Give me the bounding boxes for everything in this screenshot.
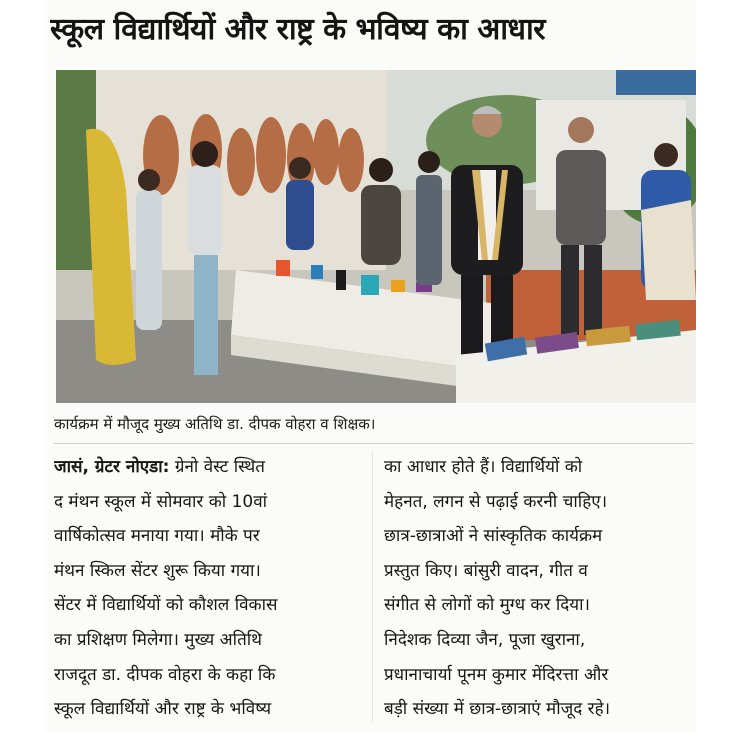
body-line: निदेशक दिव्या जैन, पूजा खुराना, xyxy=(384,629,586,650)
dateline: जासं, ग्रेटर नोएडा: xyxy=(54,457,170,477)
body-line: छात्र-छात्राओं ने सांस्कृतिक कार्यक्रम xyxy=(384,526,603,547)
article-column-right xyxy=(384,450,696,727)
caption-divider xyxy=(54,443,694,444)
article-column-left xyxy=(54,450,364,727)
column-divider xyxy=(372,452,373,722)
body-line: वार्षिकोत्सव मनाया गया। मौके पर xyxy=(54,526,260,547)
body-line: का प्रशिक्षण मिलेगा। मुख्य अतिथि xyxy=(54,629,263,650)
body-line: प्रस्तुत किए। बांसुरी वादन, गीत व xyxy=(384,560,588,581)
body-line: जासं, ग्रेटर नोएडा: ग्रेनो वेस्ट स्थित xyxy=(54,457,265,477)
headline: स्कूल विद्यार्थियों और राष्ट्र के भविष्य का आधार xyxy=(50,12,545,47)
body-line: संगीत से लोगों को मुग्ध कर दिया। xyxy=(384,595,590,616)
photo-caption: कार्यक्रम में मौजूद मुख्य अतिथि डा. दीपक वोहरा व शिक्षक। xyxy=(54,415,376,433)
body-line: राजदूत डा. दीपक वोहरा के कहा कि xyxy=(54,664,276,685)
body-line: द मंथन स्कूल में सोमवार को 10वां xyxy=(54,491,268,512)
body-line: सेंटर में विद्यार्थियों को कौशल विकास xyxy=(54,595,278,616)
body-line: मेहनत, लगन से पढ़ाई करनी चाहिए। xyxy=(384,491,608,512)
body-line: प्रधानाचार्या पूनम कुमार मेंदिरत्ता और xyxy=(384,664,609,685)
body-line: का आधार होते हैं। विद्यार्थियों को xyxy=(384,457,583,477)
body-line: स्कूल विद्यार्थियों और राष्ट्र के भविष्य xyxy=(54,699,272,720)
event-photo xyxy=(56,70,696,403)
body-line: मंथन स्किल सेंटर शुरू किया गया। xyxy=(54,560,261,581)
body-line: बड़ी संख्या में छात्र-छात्राएं मौजूद रहे। xyxy=(384,699,611,720)
